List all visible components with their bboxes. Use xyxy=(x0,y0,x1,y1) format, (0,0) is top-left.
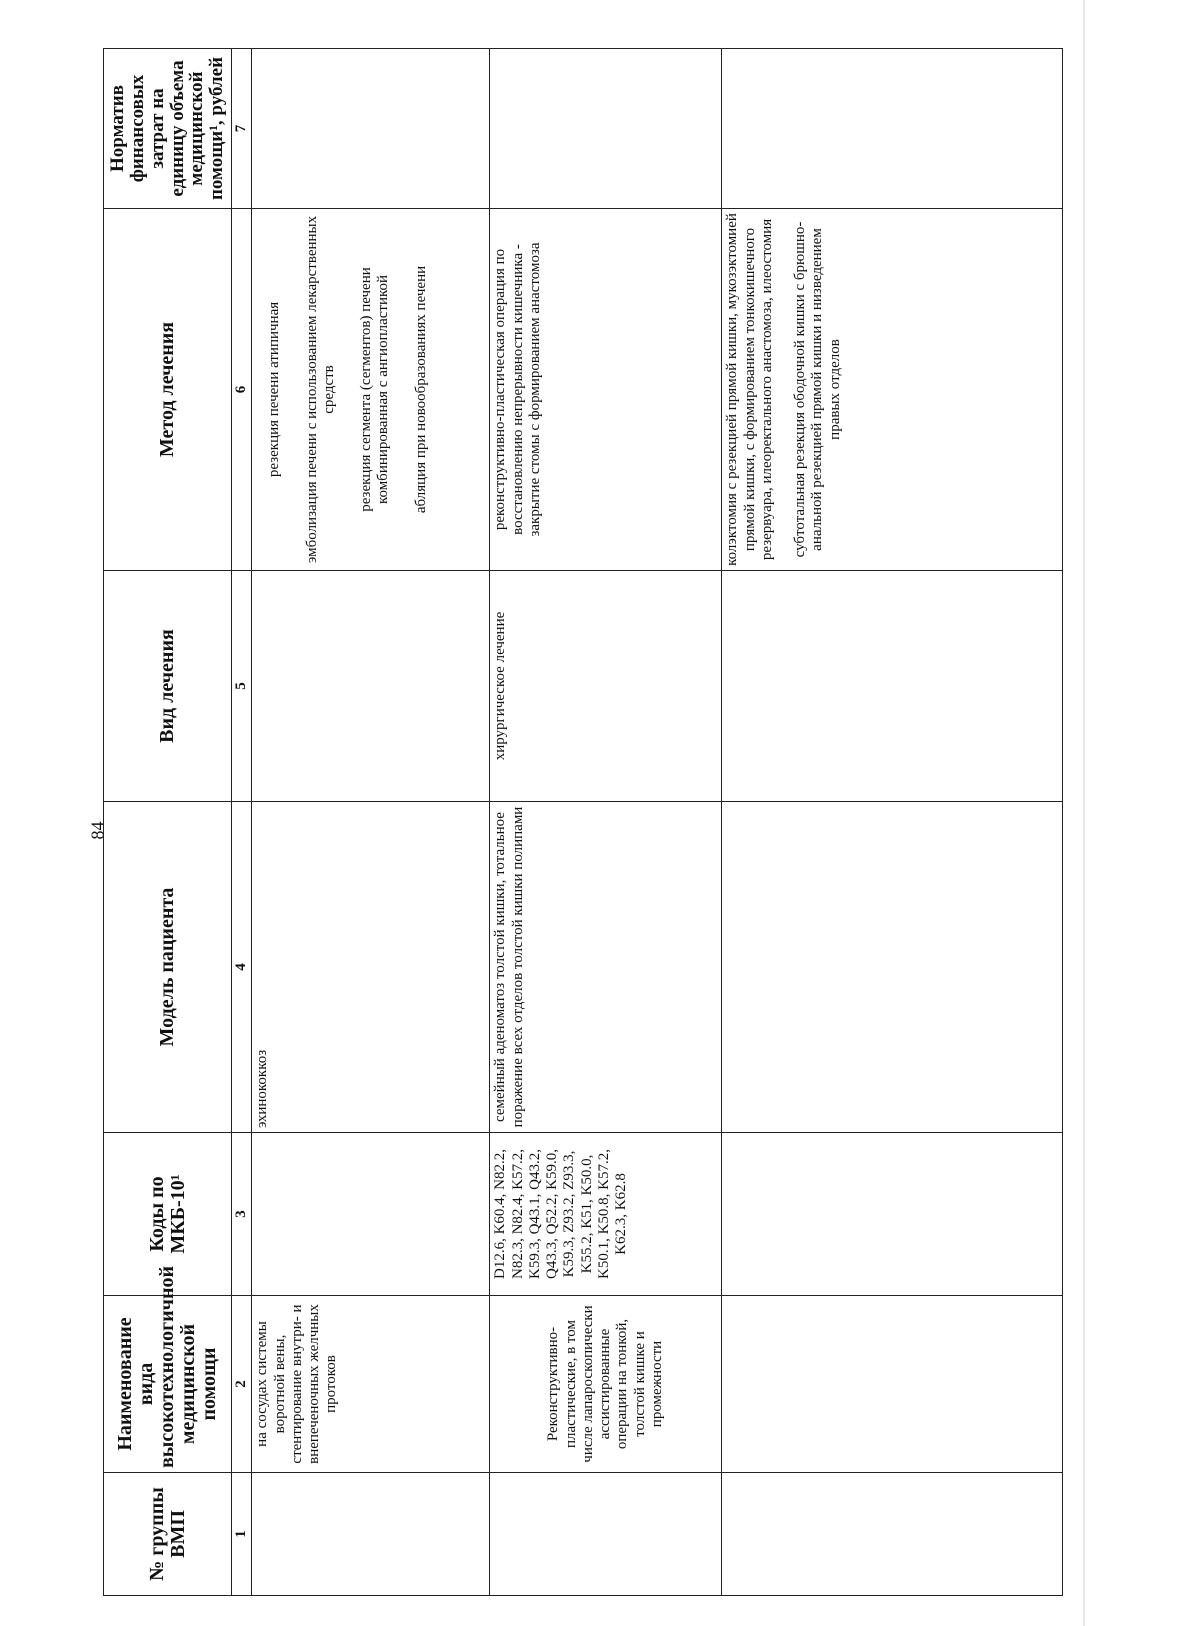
row1-vmp-name: на сосудах системы воротной вены, стентирование внутри- и внепеченочных желчных протоков xyxy=(252,1296,490,1473)
rotated-table-container xyxy=(103,49,1063,1596)
header-cost-norm: Норматив финансовых затрат на единицу объема медицинской помощи¹, рублей xyxy=(104,49,232,209)
row3-method-2: субтотальная резекция ободочной кишки с брюшно-анальной резекцией прямой кишки и низведением правых отделов xyxy=(792,221,843,558)
table-row xyxy=(490,49,722,1596)
row1-method-1: резекция печени атипичная xyxy=(266,301,283,478)
col-num-4: 4 xyxy=(232,802,252,1133)
row1-method-3: резекция сегмента (сегментов) печени комбинированная с ангиопластикой xyxy=(358,267,392,512)
header-row xyxy=(104,49,232,1596)
page-edge-line xyxy=(1083,0,1085,1626)
header-patient-model: Модель пациента xyxy=(104,802,232,1133)
row1-method-2: эмболизация печени с использованием лекарственных средств xyxy=(303,215,337,564)
col-num-7: 7 xyxy=(232,49,252,209)
vmp-table xyxy=(103,48,1063,1596)
header-vmp-name: Наименование вида высокотехнологичной медицинской помощи xyxy=(104,1296,232,1473)
row2-method: реконструктивно-пластическая операция по восстановлению непрерывности кишечника - закрытие стомы с формированием анастомоза xyxy=(490,209,722,571)
header-treatment-method: Метод лечения xyxy=(104,209,232,571)
col-num-6: 6 xyxy=(232,209,252,571)
col-num-1: 1 xyxy=(232,1473,252,1596)
col-num-5: 5 xyxy=(232,571,252,802)
table-row xyxy=(252,49,490,1596)
table-row xyxy=(722,49,1063,1596)
row2-patient-model: семейный аденоматоз толстой кишки, тотальное поражение всех отделов толстой кишки полипами xyxy=(490,802,722,1133)
col-num-3: 3 xyxy=(232,1133,252,1296)
column-numbers-row xyxy=(232,49,252,1596)
row1-patient-model: эхинококкоз xyxy=(252,802,490,1133)
row3-methods xyxy=(722,209,1063,571)
header-treatment-type: Вид лечения xyxy=(104,571,232,802)
row1-method-4: абляция при новообразованиях печени xyxy=(412,265,429,514)
page-number: 84 xyxy=(87,821,108,840)
row2-treatment-type: хирургическое лечение xyxy=(490,571,722,802)
row2-vmp-name: Реконструктивно-пластические, в том числе лапароскопически ассистированные операции на тонкой, толстой кишке и промежности xyxy=(490,1296,722,1473)
row3-method-1: колэктомия с резекцией прямой кишки, мукозэктомией прямой кишки, с формированием тонкокишечного резервуара, илеоректального анастомоза, илеостомия xyxy=(724,213,775,566)
row2-icd-codes: D12.6, K60.4, N82.2, N82.3, N82.4, K57.2, K59.3, Q43.1, Q43.2, Q43.3, Q52.2, K59.0, K59.3, Z93.2, Z93.3, K55.2, K51, K50.0, K50.1, K50.8, K57.2, K62.3, K62.8 xyxy=(490,1133,722,1296)
col-num-2: 2 xyxy=(232,1296,252,1473)
row1-methods xyxy=(252,209,490,571)
header-icd-codes: Коды по МКБ-10¹ xyxy=(104,1133,232,1296)
header-group-no: № группы ВМП xyxy=(104,1473,232,1596)
